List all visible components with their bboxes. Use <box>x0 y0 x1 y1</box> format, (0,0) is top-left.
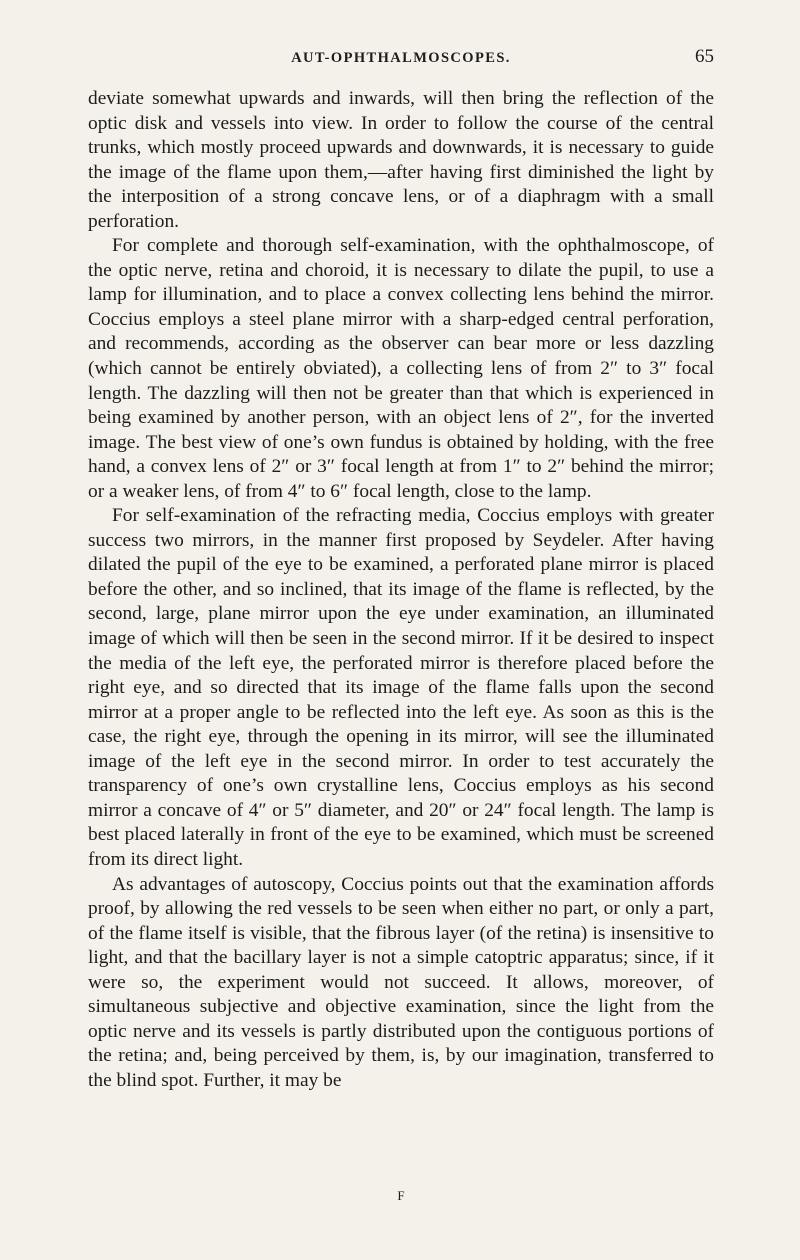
paragraph-self-examination: For complete and thorough self-examination, with the ophthalmoscope, of the optic nerve, retina and choroid, it is necessary to dilate the pupil, to use a lamp for illumination, and to place a convex collecting lens behind the mirror. Coccius employs a steel plane mirror with a sharp-edged central perforation, and recommends, according as the observer can bear more or less dazzling (which cannot be entirely obviated), a collecting lens of from 2″ to 3″ focal length. The dazzling will then not be greater than that which is experienced in being examined by another person, with an object lens of 2″, for the inverted image. The best view of one’s own fundus is obtained by holding, with the free hand, a convex lens of 2″ or 3″ focal length at from 1″ to 2″ behind the mirror; or a weaker lens, of from 4″ to 6″ focal length, close to the lamp. <box>88 235 714 502</box>
running-title: AUT-OPHTHALMOSCOPES. <box>291 50 511 66</box>
paragraph-refracting-media: For self-examination of the refracting media, Coccius employs with greater success two mirrors, in the manner first proposed by Seydeler. After having dilated the pupil of the eye to be examined, a perforated plane mirror is placed before the other, and so inclined, that its image of the flame is reflected, by the second, large, plane mirror upon the eye under examination, an illuminated image of which will then be seen in the second mirror. If it be desired to inspect the media of the left eye, the perforated mirror is therefore placed before the right eye, and so directed that its image of the flame falls upon the second mirror at a proper angle to be reflected into the left eye. As soon as this is the case, the right eye, through the opening in its mirror, will see the illuminated image of the left eye in the second mirror. In order to test accurately the transparency of one’s own crystalline lens, Coccius employs as his second mirror a concave of 4″ or 5″ diameter, and 20″ or 24″ focal length. The lamp is best placed laterally in front of the eye to be examined, which must be screened from its direct light. <box>88 505 714 870</box>
body-text <box>88 87 714 1093</box>
paragraph-autoscopy-advantages: As advantages of autoscopy, Coccius points out that the examination affords proof, by allowing the red vessels to be seen when either no part, or only a part, of the flame itself is visible, that the fibrous layer (of the retina) is insensitive to light, and that the bacillary layer is not a simple catoptric apparatus; since, if it were so, the experiment would not succeed. It allows, moreover, of simultaneous subjective and objective examination, since the light from the optic nerve and its vessels is partly distributed upon the contiguous portions of the retina; and, being perceived by them, is, by our imagination, transferred to the blind spot. Further, it may be <box>88 873 714 1091</box>
page-number: 65 <box>695 46 714 67</box>
running-head <box>88 46 714 70</box>
paragraph-continuation: deviate somewhat upwards and inwards, will then bring the reflection of the optic disk and vessels into view. In order to follow the course of the central trunks, which mostly proceed upwards and downwards, it is necessary to guide the image of the flame upon them,—after having first diminished the light by the interposition of a strong concave lens, or of a diaphragm with a small perforation. <box>88 88 714 232</box>
book-page <box>88 0 714 1260</box>
signature-mark: F <box>397 1188 405 1203</box>
